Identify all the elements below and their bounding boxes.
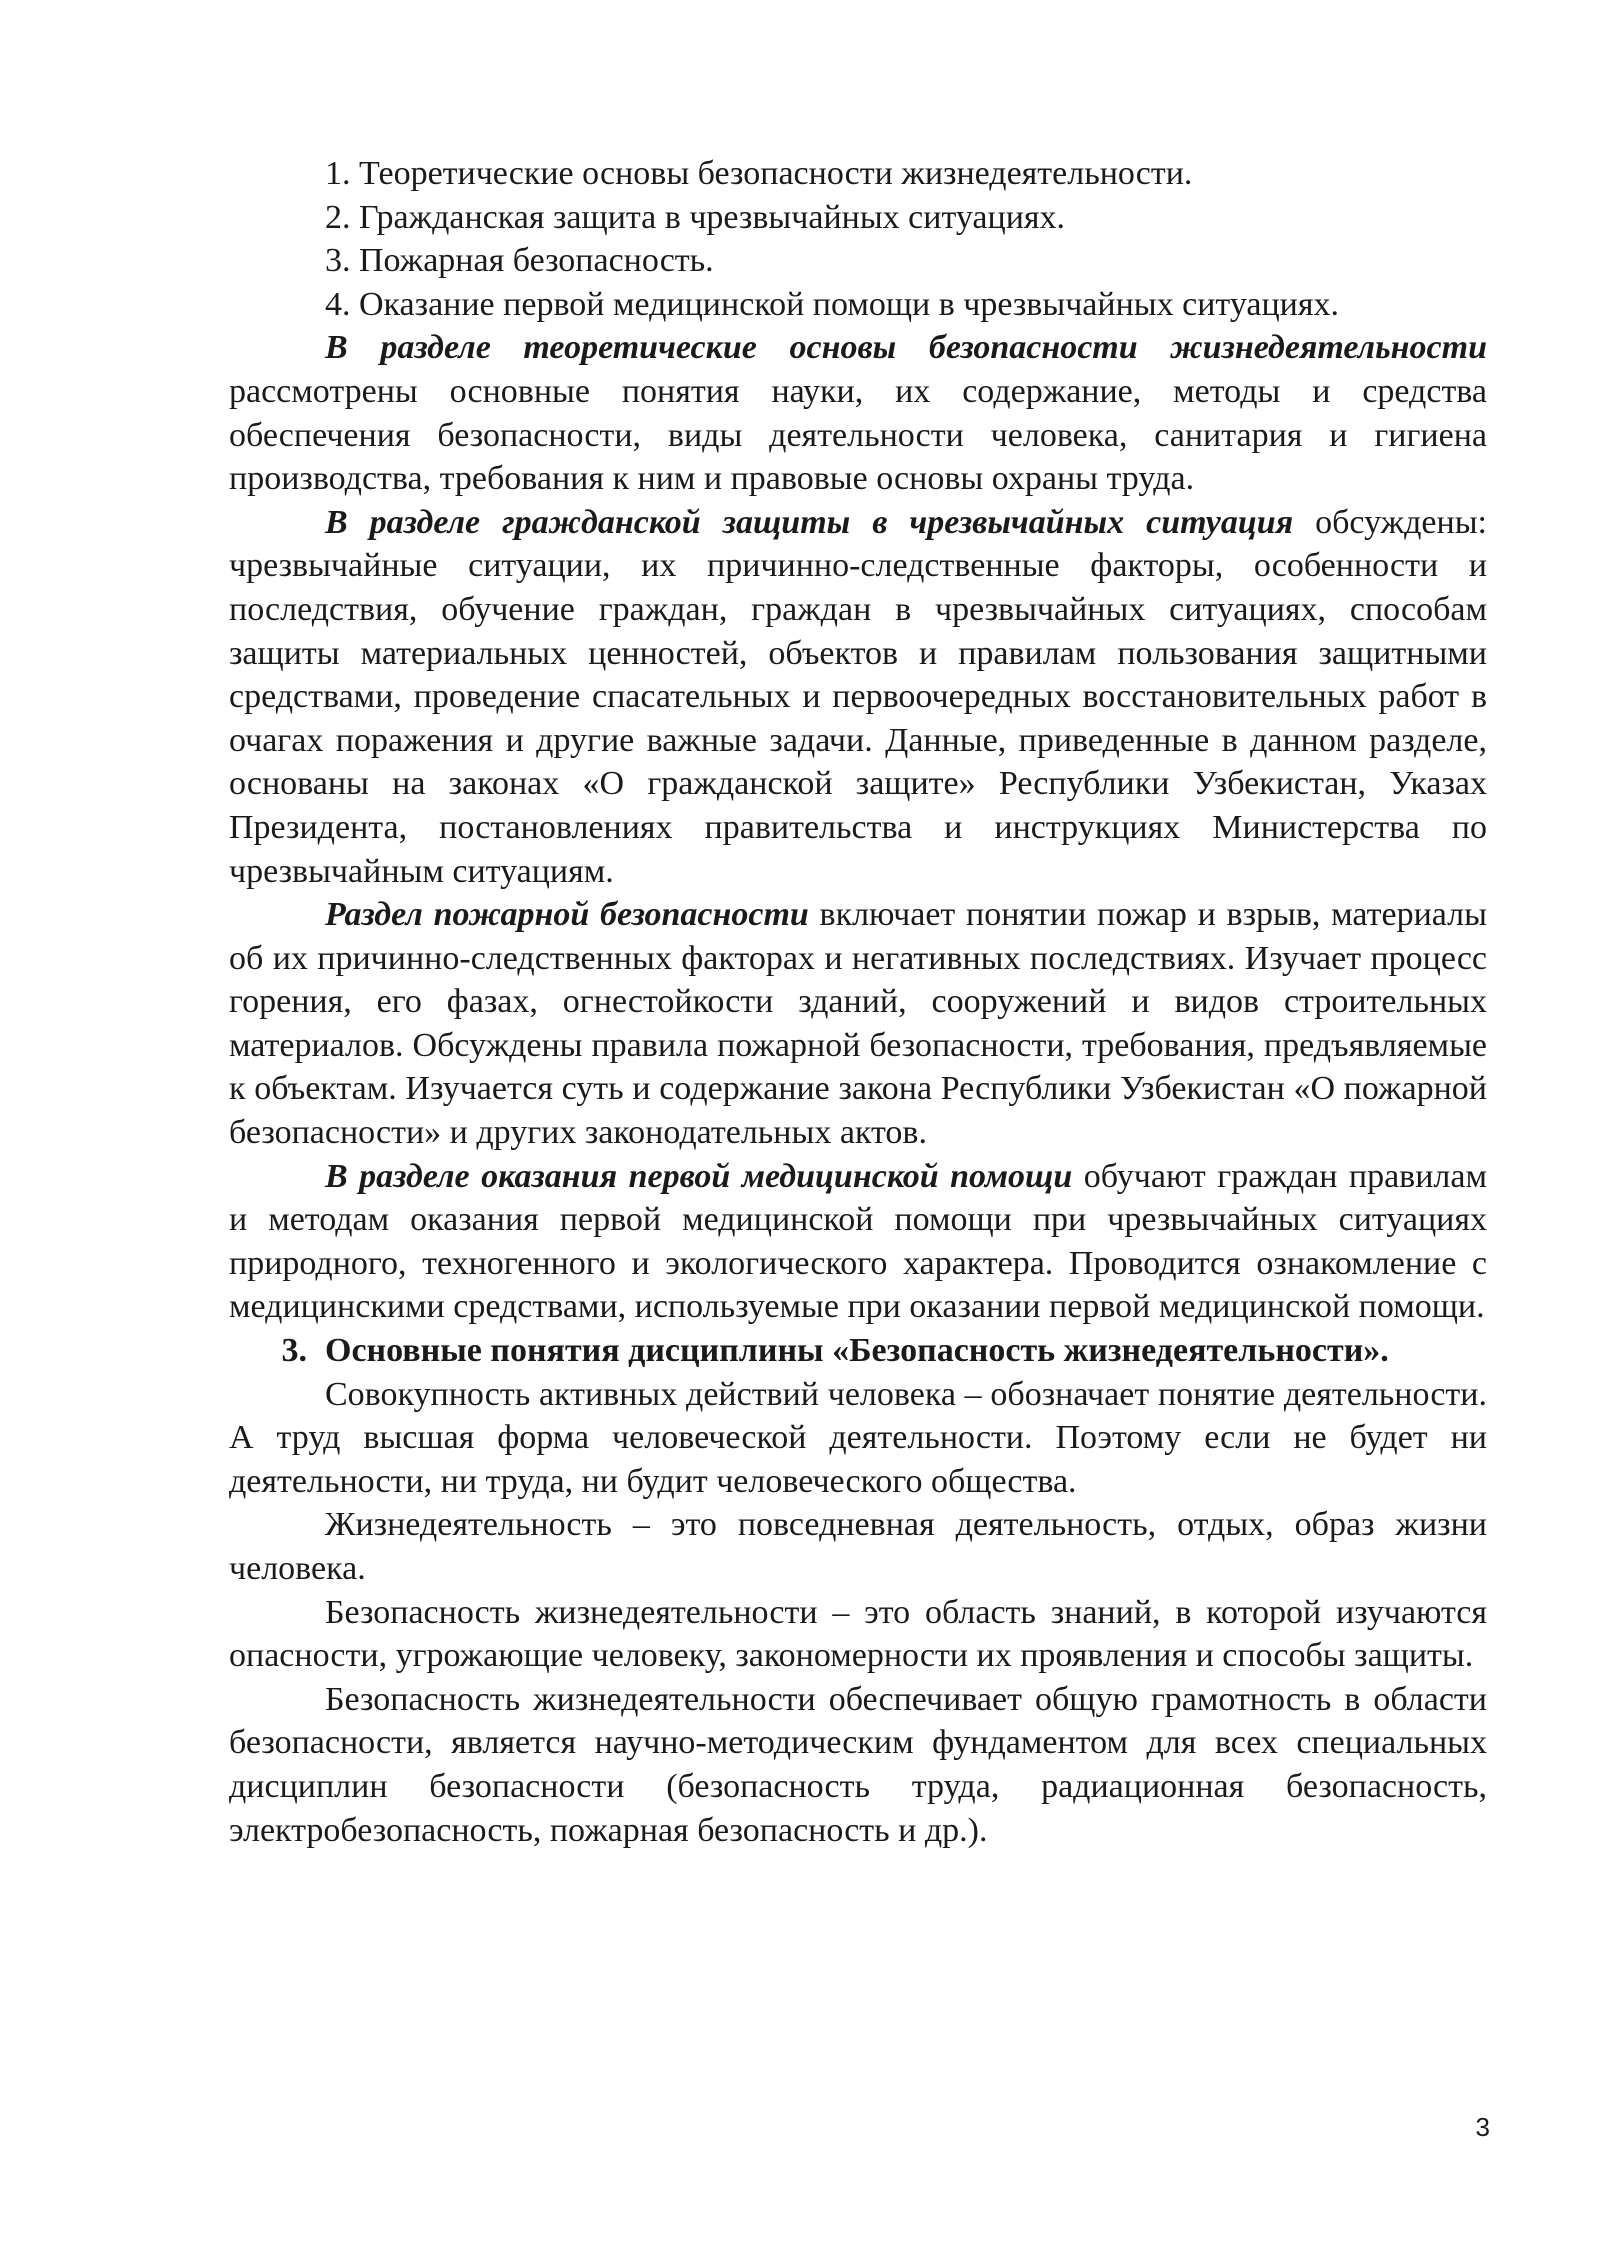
section-lead: В разделе теоретические основы безопасности жизнедеятельности [325, 329, 1487, 367]
section-lead: В разделе оказания первой медицинской помощи [325, 1157, 1073, 1195]
section-lead: В разделе гражданской защиты в чрезвычайных ситуация [325, 503, 1294, 541]
body-paragraph: Безопасность жизнедеятельности – это область знаний, в которой изучаются опасности, угрожающие человеку, закономерности их проявления и способы защиты. [229, 1593, 1487, 1675]
heading-text: Основные понятия дисциплины «Безопасность жизнедеятельности». [325, 1332, 1389, 1370]
list-item: 4. Оказание первой медицинской помощи в чрезвычайных ситуациях. [325, 285, 1339, 323]
list-item: 1. Теоретические основы безопасности жизнедеятельности. [325, 155, 1193, 192]
heading-number: 3. [281, 1332, 307, 1370]
section-paragraph-first-aid [229, 1155, 1487, 1329]
section-text: рассмотрены основные понятия науки, их содержание, методы и средства обеспечения безопасности, виды деятельности человека, санитария и гигиена производства, требования к ним и правовые основы охраны труда. [229, 372, 1487, 498]
section-paragraph-civil-defense [229, 501, 1487, 893]
section-text: обсуждены: чрезвычайные ситуации, их причинно-следственные факторы, особенности и последствия, обучение граждан, граждан в чрезвычайных ситуациях, способам защиты материальных ценностей, объектов и правилам пользования защитными средствами, проведение спасательных и первоочередных восстановительных работ в очагах поражения и другие важные задачи. Данные, приведенные в данном разделе, основаны на законах «О гражданской защите» Республики Узбекистан, Указах Президента, постановлениях правительства и инструкциях Министерства по чрезвычайным ситуациям. [229, 503, 1487, 890]
body-paragraph: Совокупность активных действий человека – обозначает понятие деятельности. А труд высшая форма человеческой деятельности. Поэтому если не будет ни деятельности, ни труда, ни будит человеческого общества. [229, 1375, 1487, 1500]
section-paragraph-fire-safety [229, 893, 1487, 1155]
list-item: 2. Гражданская защита в чрезвычайных ситуациях. [325, 198, 1066, 236]
section-lead: Раздел пожарной безопасности [325, 896, 809, 934]
page-body [229, 152, 1487, 1852]
body-paragraph: Жизнедеятельность – это повседневная деятельность, отдых, образ жизни человека. [229, 1506, 1487, 1587]
section-paragraph-theory [229, 326, 1487, 500]
body-paragraph: Безопасность жизнедеятельности обеспечивает общую грамотность в области безопасности, является научно-методическим фундаментом для всех специальных дисциплин безопасности (безопасность труда, радиационная безопасность, электробезопасность, пожарная безопасность и др.). [229, 1680, 1487, 1849]
section-text: обучают граждан правилам и методам оказания первой медицинской помощи при чрезвычайных ситуациях природного, техногенного и экологического характера. Проводится ознакомление с медицинскими средствами, используемые при оказании первой медицинской помощи. [229, 1157, 1487, 1326]
page-number: 3 [1475, 2112, 1490, 2142]
section-heading [229, 1329, 1487, 1373]
list-item: 3. Пожарная безопасность. [325, 242, 714, 280]
section-text: включает понятии пожар и взрыв, материалы об их причинно-следственных факторах и негативных последствиях. Изучает процесс горения, его фазах, огнестойкости зданий, сооружений и видов строительных материалов. Обсуждены правила пожарной безопасности, требования, предъявляемые к объектам. Изучается суть и содержание закона Республики Узбекистан «О пожарной безопасности» и других законодательных актов. [229, 896, 1487, 1152]
